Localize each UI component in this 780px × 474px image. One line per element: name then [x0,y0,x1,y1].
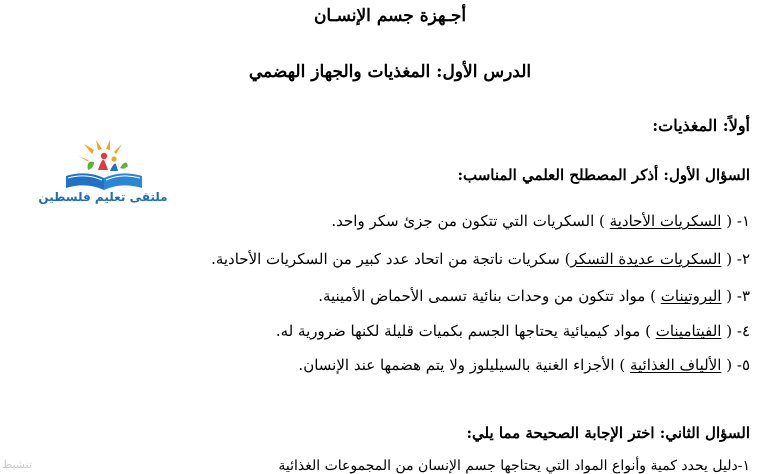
item-number: ٥- [736,356,750,374]
logo-emblem-icon [28,140,178,192]
list-item: ٥- ( الألياف الغذائية ) الأجزاء الغنية بالسيليلوز ولا يتم هضمها عند الإنسان. [298,356,750,374]
item-definition: الأجزاء الغنية بالسيليلوز ولا يتم هضمها عند الإنسان. [298,356,615,374]
question-1-heading: السؤال الأول: أذكر المصطلح العلمي المناسب: [457,166,750,184]
item-number: ٢- [736,250,750,268]
cut-off-line: ١-دليل يحدد كمية وأنواع المواد التي يحتاجها جسم الإنسان من المجموعات الغذائية [278,458,750,474]
document-title: أجـهزة جسم الإنسـان [313,6,467,26]
item-definition: السكريات التي تتكون من جزئ سكر واحد. [331,212,595,230]
item-number: ١- [736,212,750,230]
item-number: ٤- [736,322,750,340]
item-definition: مواد تتكون من وحدات بنائية تسمى الأحماض الأمينية. [318,287,646,305]
logo-text: ملتقى تعليم فلسطين [38,190,168,204]
list-item: ٢- ( السكريات عديدة التسكر) سكريات ناتجة من اتحاد عدد كبير من السكريات الأحادية. [211,250,750,268]
list-item: ٤- ( الفيتامينات ) مواد كيميائية يحتاجها الجسم بكميات قليلة لكنها ضرورية له. [275,322,750,340]
item-definition: سكريات ناتجة من اتحاد عدد كبير من السكريات الأحادية. [211,250,560,268]
list-item: ٣- ( البروتينات ) مواد تتكون من وحدات بنائية تسمى الأحماض الأمينية. [318,287,750,305]
item-term: الفيتامينات [655,322,722,340]
section-heading: أولاً: المغذيات: [652,116,750,135]
watermark-text: تنشيط [2,458,32,471]
question-2-heading: السؤال الثاني: اختر الإجابة الصحيحة مما يلي: [466,424,750,442]
item-term: الألياف الغذائية [629,356,722,374]
item-term: السكريات عديدة التسكر [570,250,722,268]
item-number: ٣- [736,287,750,305]
item-term: البروتينات [660,287,722,305]
item-term: السكريات الأحادية [609,212,722,230]
item-definition: مواد كيميائية يحتاجها الجسم بكميات قليلة لكنها ضرورية له. [275,322,641,340]
list-item: ١- ( السكريات الأحادية ) السكريات التي تتكون من جزئ سكر واحد. [331,212,750,230]
lesson-heading: الدرس الأول: المغذيات والجهاز الهضمي [248,62,532,82]
site-logo [28,140,178,210]
